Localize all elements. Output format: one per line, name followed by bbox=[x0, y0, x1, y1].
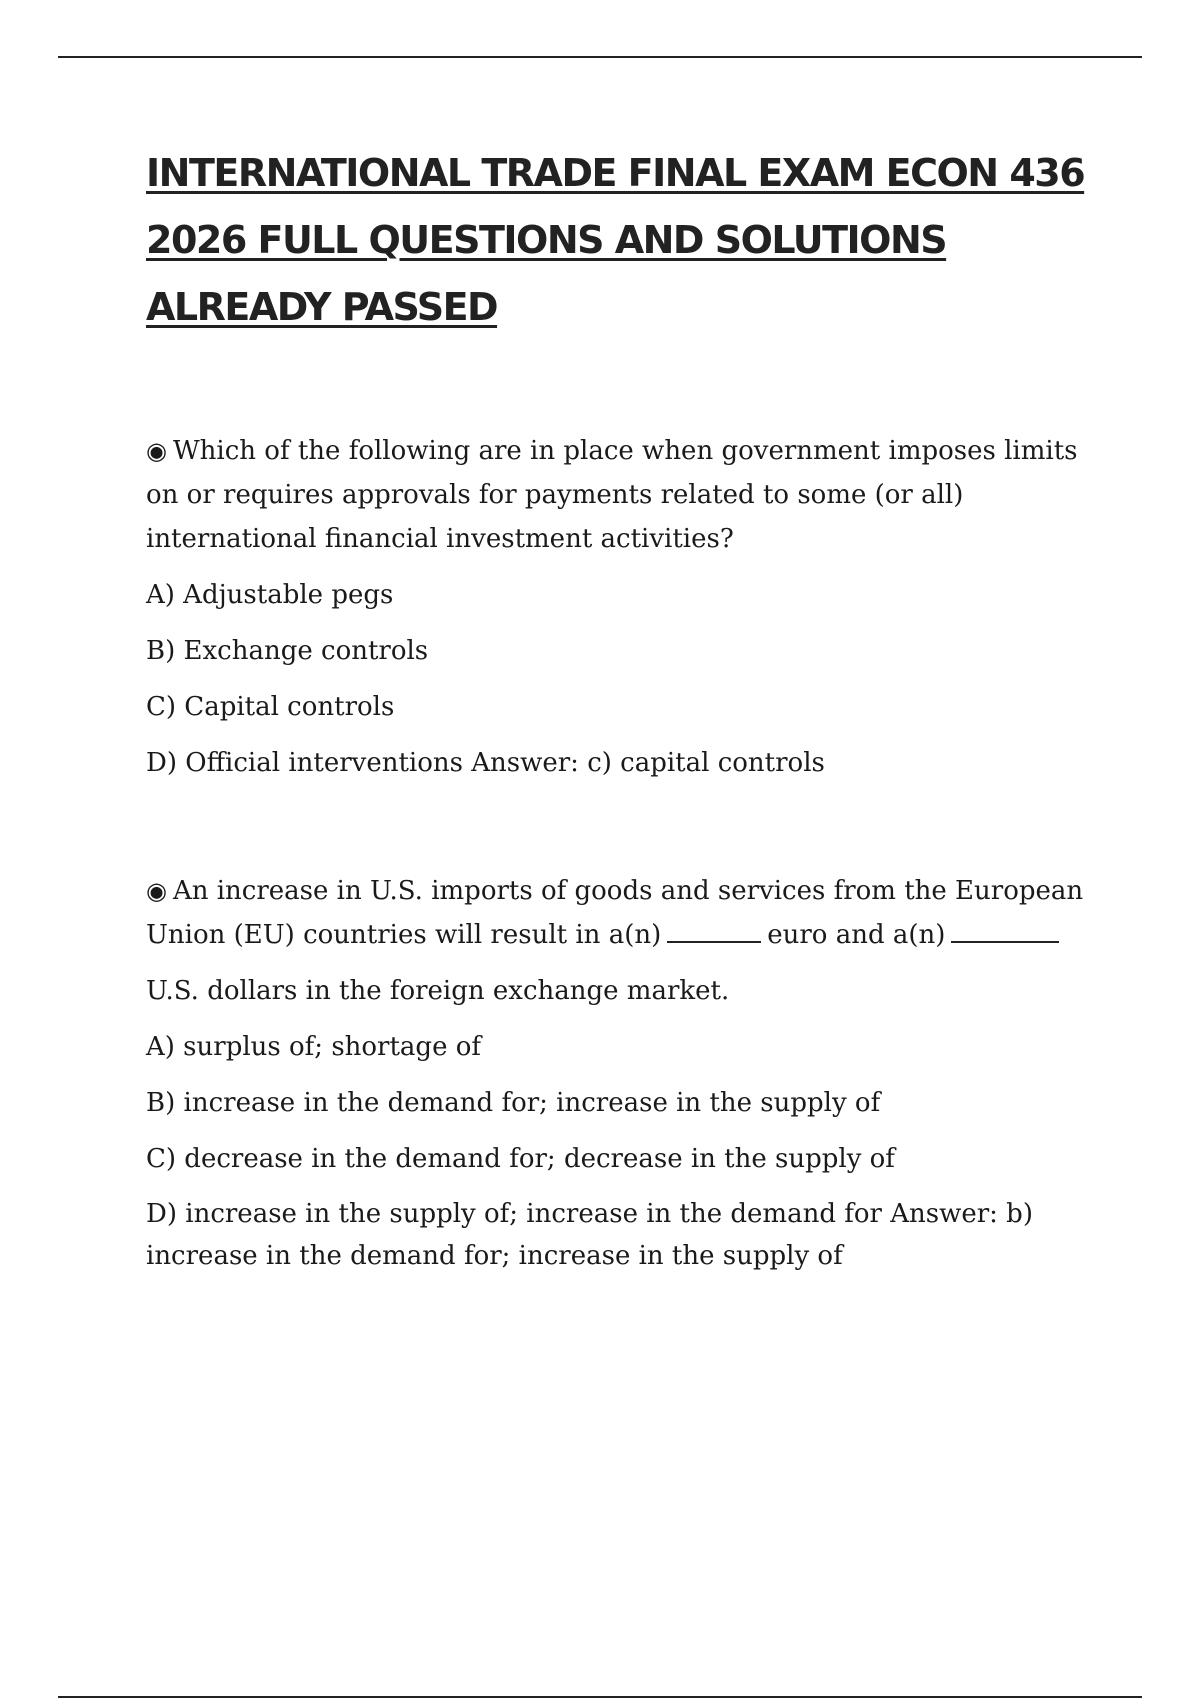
question-text-continued: U.S. dollars in the foreign exchange market. bbox=[146, 976, 730, 1006]
question-text-part2: euro and a(n) bbox=[767, 920, 946, 950]
bottom-rule bbox=[58, 1696, 1142, 1698]
option-a: A) Adjustable pegs bbox=[146, 580, 394, 610]
document-title: INTERNATIONAL TRADE FINAL EXAM ECON 436 2026 FULL QUESTIONS AND SOLUTIONS ALREADY PASSED bbox=[146, 151, 1085, 329]
radio-bullet-icon: ◉ bbox=[146, 437, 167, 465]
option-c: C) Capital controls bbox=[146, 692, 395, 722]
top-rule bbox=[58, 56, 1142, 58]
option-b: B) increase in the demand for; increase in the supply of bbox=[146, 1088, 881, 1118]
option-c: C) decrease in the demand for; decrease in the supply of bbox=[146, 1144, 895, 1174]
question-2 bbox=[146, 869, 1106, 1277]
question-text-part1: An increase in U.S. imports of goods and services from the European Union (EU) countries will result in a(n) bbox=[146, 876, 1084, 950]
option-a: A) surplus of; shortage of bbox=[146, 1032, 482, 1062]
fill-in-blank bbox=[667, 917, 761, 943]
option-d-answer: D) Official interventions Answer: c) capital controls bbox=[146, 748, 825, 778]
option-d-answer: D) increase in the supply of; increase in the demand for Answer: b) increase in the demand for; increase in the supply of bbox=[146, 1199, 1033, 1271]
radio-bullet-icon: ◉ bbox=[146, 877, 167, 905]
fill-in-blank bbox=[951, 917, 1059, 943]
option-b: B) Exchange controls bbox=[146, 636, 429, 666]
question-1 bbox=[146, 429, 1106, 785]
question-stem bbox=[146, 869, 1106, 957]
question-text: Which of the following are in place when government imposes limits on or requires approvals for payments related to some (or all) international financial investment activities? bbox=[146, 436, 1078, 554]
document-body bbox=[146, 140, 1106, 1277]
question-stem bbox=[146, 429, 1106, 561]
